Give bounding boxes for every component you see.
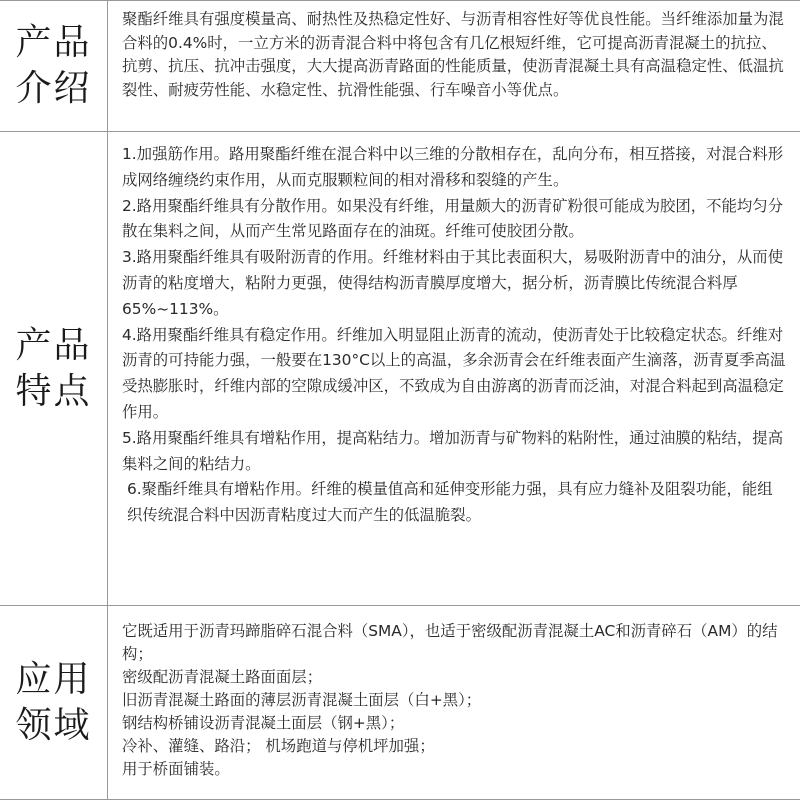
intro-content-cell — [108, 1, 800, 131]
apps-label: 应用领域 — [15, 658, 92, 746]
feature-item: 5.路用聚酯纤维具有增粘作用，提高粘结力。增加沥青与矿物料的粘附性，通过油膜的粘结，提高集料之间的粘结力。 — [122, 428, 784, 473]
app-item: 钢结构桥铺设沥青混凝土面层（钢+黑）； — [122, 714, 405, 732]
intro-label: 产品介绍 — [15, 22, 92, 109]
app-item: 旧沥青混凝土路面的薄层沥青混凝土面层（白+黑）； — [122, 691, 482, 709]
intro-label-cell — [0, 1, 108, 131]
features-label: 产品特点 — [15, 324, 92, 412]
feature-item: 6.聚酯纤维具有增粘作用。纤维的模量值高和延伸变形能力强，具有应力缝补及阻裂功能，能组织传统混合料中因沥青粘度过大而产生的低温脆裂。 — [127, 480, 773, 525]
app-item: 冷补、灌缝、路沿； 机场跑道与停机坪加强； — [122, 737, 435, 755]
app-item: 它既适用于沥青玛蹄脂碎石混合料（SMA），也适于密级配沥青混凝土AC和沥青碎石（AM）的结构； — [122, 622, 778, 663]
features-row — [0, 131, 800, 605]
app-item: 密级配沥青混凝土路面面层； — [122, 668, 323, 686]
apps-label-cell — [0, 606, 108, 799]
feature-item: 1.加强筋作用。路用聚酯纤维在混合料中以三维的分散相存在，乱向分布，相互搭接，对混合料形成网络缠绕约束作用，从而克服颗粒间的相对滑移和裂缝的产生。 — [122, 145, 784, 189]
apps-content-cell — [108, 606, 800, 799]
app-item: 用于桥面铺装。 — [122, 760, 230, 778]
feature-item: 2.路用聚酯纤维具有分散作用。如果没有纤维，用量颇大的沥青矿粉很可能成为胶团，不能均匀分散在集料之间，从而产生常见路面存在的油斑。纤维可使胶团分散。 — [122, 196, 784, 241]
features-content-cell — [108, 132, 800, 605]
apps-row — [0, 605, 800, 800]
feature-item: 3.路用聚酯纤维具有吸附沥青的作用。纤维材料由于其比表面积大，易吸附沥青中的油分，从而使沥青的粘度增大，粘附力更强，使得结构沥青膜厚度增大，据分析，沥青膜比传统混合料厚65%~113%。 — [122, 248, 784, 318]
feature-item: 4.路用聚酯纤维具有稳定作用。纤维加入明显阻止沥青的流动，使沥青处于比较稳定状态。纤维对沥青的可持能力强，一般要在130°C以上的高温，多余沥青会在纤维表面产生滴落，沥青夏季高温受热膨胀时，纤维内部的空隙成缓冲区，不致成为自由游离的沥青而泛油，对混合料起到高温稳定作用。 — [122, 325, 786, 421]
intro-text: 聚酯纤维具有强度模量高、耐热性及热稳定性好、与沥青相容性好等优良性能。当纤维添加量为混合料的0.4%时，一立方米的沥青混合料中将包含有几亿根短纤维，它可提高沥青混凝土的抗拉、抗剪、抗压、抗冲击强度，大大提高沥青路面的性能质量，使沥青混凝土具有高温稳定性、低温抗裂性、耐疲劳性能、水稳定性、抗滑性能强、行车噪音小等优点。 — [122, 10, 784, 99]
intro-row — [0, 0, 800, 131]
features-label-cell — [0, 132, 108, 605]
